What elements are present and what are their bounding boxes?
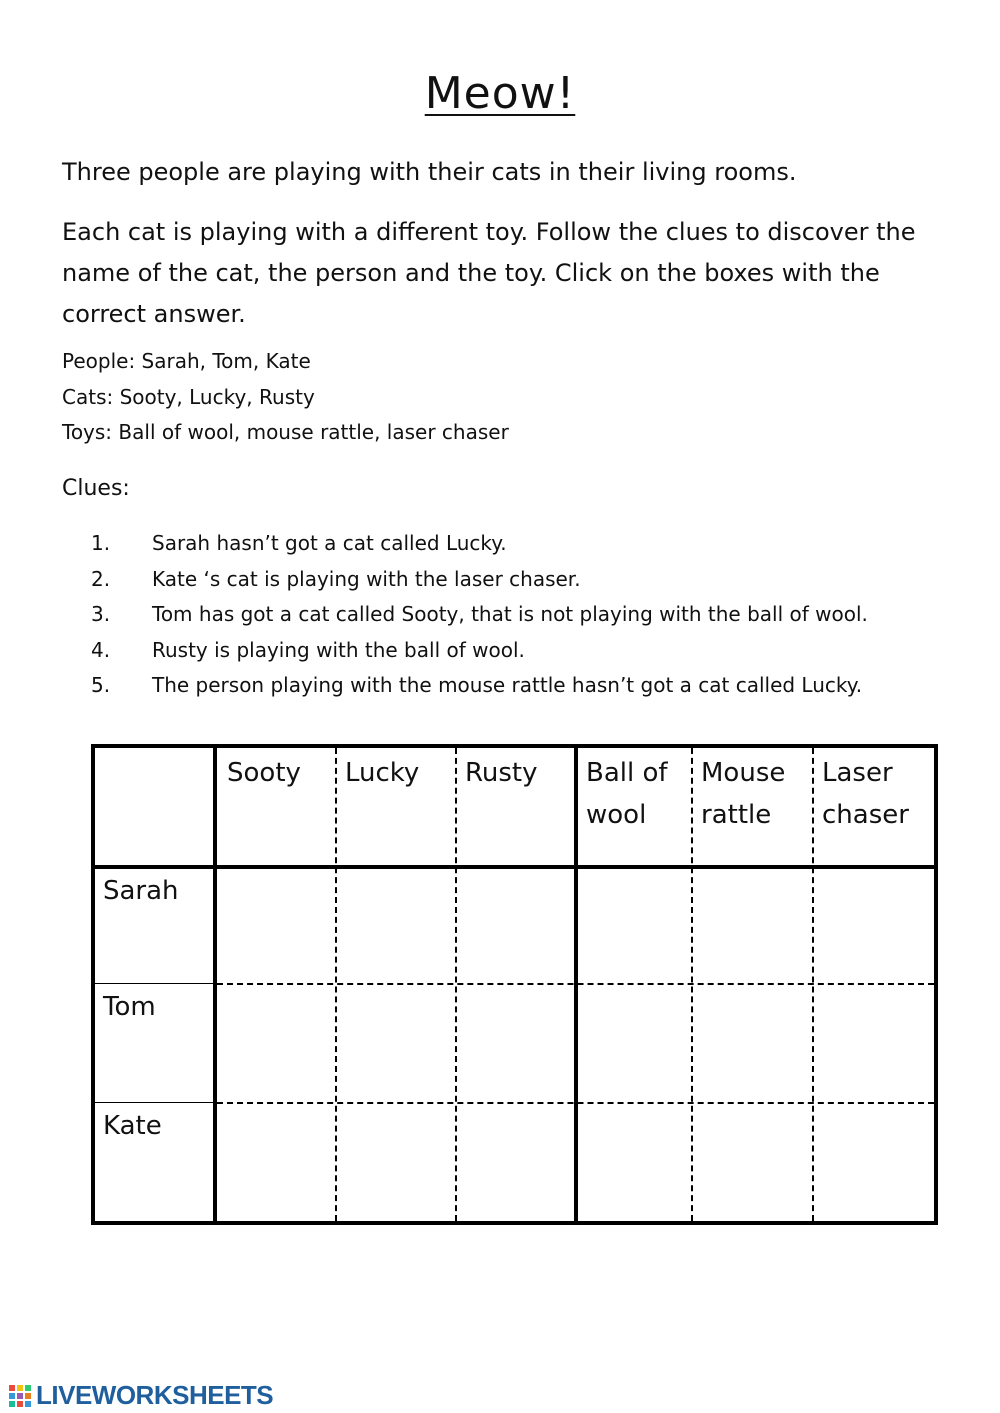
answer-box-tom-lucky[interactable]: [337, 985, 455, 1102]
logic-grid: [91, 744, 938, 1225]
page-title: Meow!: [424, 68, 576, 119]
grid-divider: [95, 1102, 213, 1103]
answer-box-kate-ball-of-wool[interactable]: [578, 1104, 691, 1221]
column-header-mouse-rattle: Mouse rattle: [701, 758, 786, 830]
answer-box-sarah-laser-chaser[interactable]: [814, 869, 934, 983]
clue-text: Tom has got a cat called Sooty, that is not playing with the ball of wool.: [152, 602, 868, 626]
answer-box-tom-mouse-rattle[interactable]: [693, 985, 812, 1102]
clue-item: [91, 597, 868, 633]
clue-item: [91, 633, 868, 669]
column-header-laser-chaser: Laser chaser: [822, 758, 909, 830]
clue-text: Rusty is playing with the ball of wool.: [152, 637, 525, 662]
clue-item: [91, 562, 868, 598]
intro-text: Three people are playing with their cats in their living rooms.: [62, 158, 797, 186]
people-list: People: Sarah, Tom, Kate: [62, 349, 311, 373]
answer-box-kate-lucky[interactable]: [337, 1104, 455, 1221]
answer-box-sarah-rusty[interactable]: [457, 869, 574, 983]
column-header-lucky: Lucky: [345, 758, 420, 788]
clue-number: 4.: [91, 637, 111, 662]
answer-box-tom-laser-chaser[interactable]: [814, 985, 934, 1102]
clue-number: 5.: [91, 673, 111, 697]
answer-box-tom-rusty[interactable]: [457, 985, 574, 1102]
toys-list: Toys: Ball of wool, mouse rattle, laser chaser: [62, 420, 509, 444]
clue-number: 3.: [91, 602, 111, 626]
answer-box-tom-sooty[interactable]: [217, 985, 335, 1102]
answer-box-kate-sooty[interactable]: [217, 1104, 335, 1221]
row-label-sarah: Sarah: [103, 876, 179, 906]
column-header-ball-of-wool: Ball of wool: [586, 758, 668, 830]
answer-box-sarah-mouse-rattle[interactable]: [693, 869, 812, 983]
answer-box-kate-rusty[interactable]: [457, 1104, 574, 1221]
liveworksheets-logo: [8, 1380, 273, 1410]
cats-list: Cats: Sooty, Lucky, Rusty: [62, 384, 315, 409]
answer-box-sarah-lucky[interactable]: [337, 869, 455, 983]
answer-box-kate-laser-chaser[interactable]: [814, 1104, 934, 1221]
clue-number: 1.: [91, 531, 111, 555]
instructions-text: Each cat is playing with a different toy. Follow the clues to discover the name of the cat, the person and the toy. Click on the boxes with the correct answer.: [62, 218, 916, 328]
row-label-kate: Kate: [103, 1111, 162, 1141]
clues-heading: Clues:: [62, 476, 130, 501]
options-list: [62, 344, 509, 451]
answer-box-tom-ball-of-wool[interactable]: [578, 985, 691, 1102]
liveworksheets-logo-text: LIVEWORKSHEETS: [36, 1379, 274, 1410]
column-header-sooty: Sooty: [227, 758, 301, 788]
answer-box-sarah-sooty[interactable]: [217, 869, 335, 983]
clue-item: [91, 668, 868, 704]
clue-number: 2.: [91, 566, 111, 591]
clue-text: Sarah hasn’t got a cat called Lucky.: [152, 531, 507, 555]
clues-list: [91, 526, 868, 704]
column-header-rusty: Rusty: [465, 758, 538, 788]
row-label-tom: Tom: [103, 992, 156, 1022]
answer-box-sarah-ball-of-wool[interactable]: [578, 869, 691, 983]
answer-box-kate-mouse-rattle[interactable]: [693, 1104, 812, 1221]
liveworksheets-logo-icon: [8, 1382, 34, 1408]
clue-text: The person playing with the mouse rattle hasn’t got a cat called Lucky.: [152, 673, 863, 697]
grid-divider: [95, 983, 213, 984]
clue-item: [91, 526, 868, 562]
clue-text: Kate ‘s cat is playing with the laser chaser.: [152, 566, 581, 591]
